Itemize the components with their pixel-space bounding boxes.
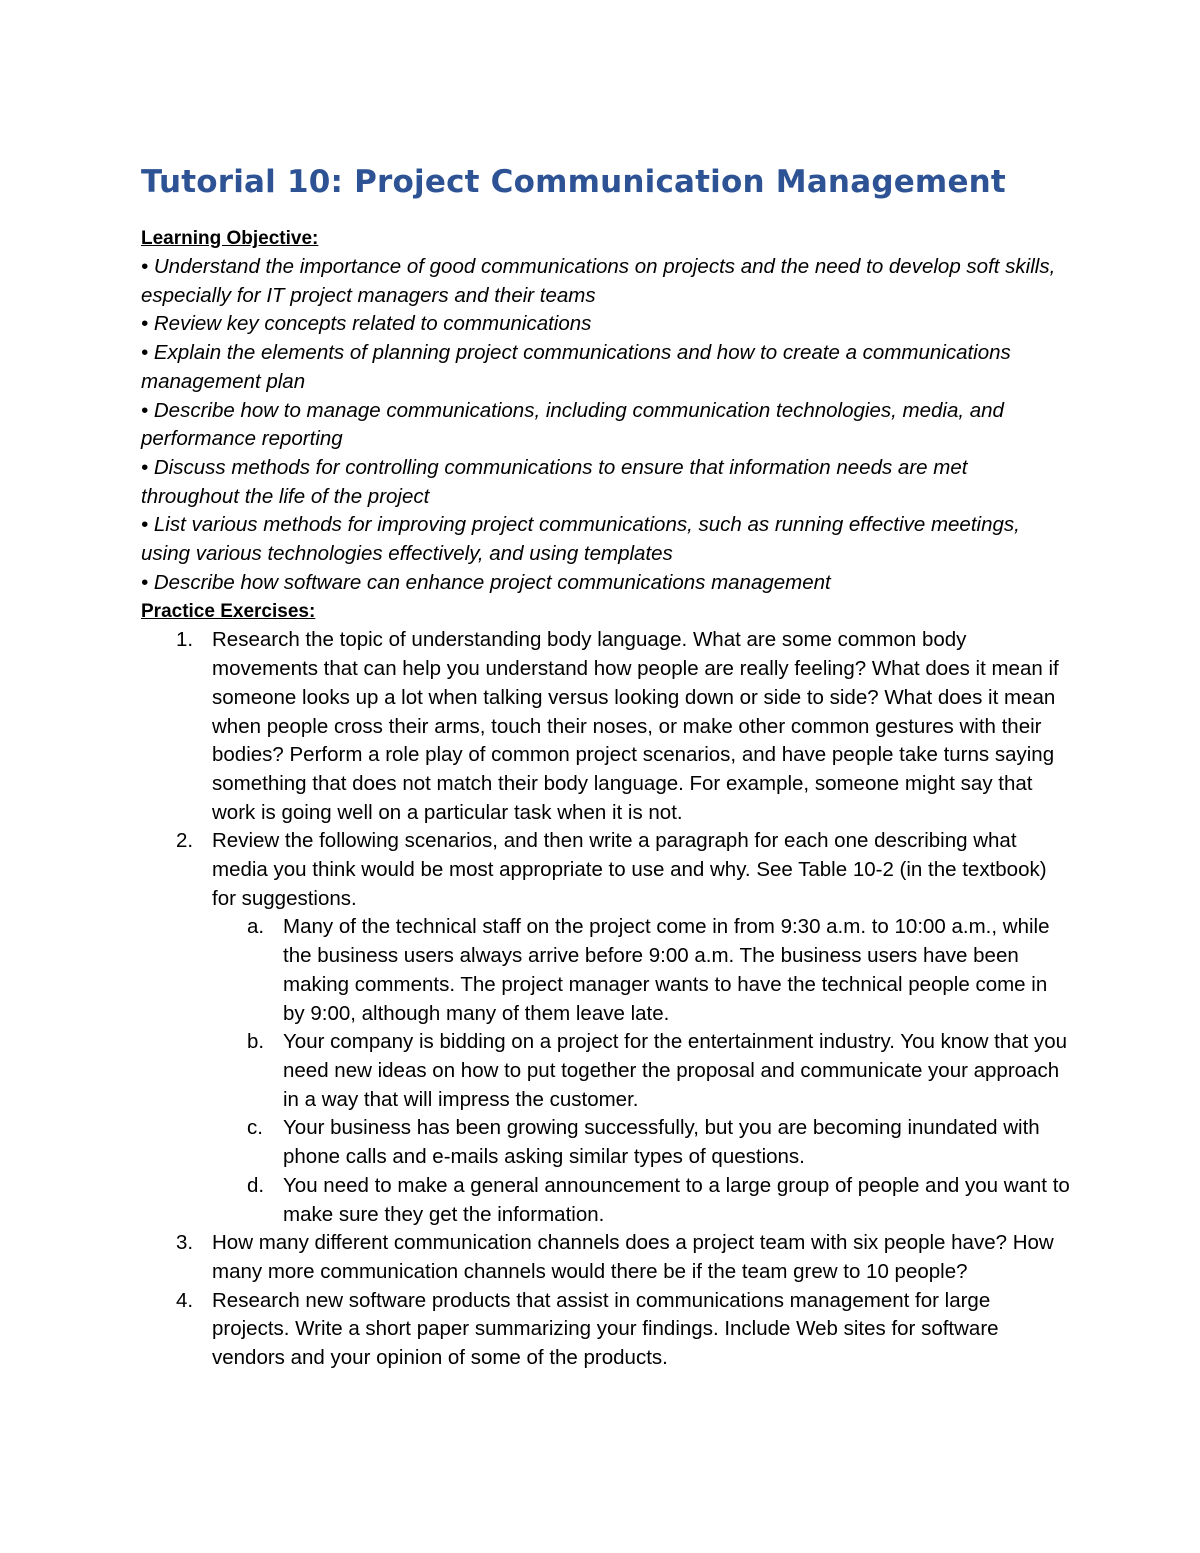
exercise-item [141,827,1071,1229]
exercise-item [141,1229,1071,1286]
exercise-text: Review the following scenarios, and then write a paragraph for each one describing what media you think would be most appropriate to use and why. See Table 10-2 (in the textbook) for suggestions. [212,829,1047,910]
scenario-text: Your company is bidding on a project for the entertainment industry. You know that you need new ideas on how to put together the proposal and communicate your approach in a way that will impress the customer. [283,1030,1068,1111]
objective-item: • Explain the elements of planning project communications and how to create a communications management plan [141,341,1011,393]
scenario-item [212,1114,1071,1171]
practice-exercises-heading: Practice Exercises: [141,601,316,623]
scenario-letter: a. [247,915,265,939]
objective-item: • Describe how software can enhance project communications management [141,570,831,594]
exercise-text: How many different communication channels does a project team with six people have? How many more communication channels would there be if the team grew to 10 people? [212,1231,1054,1283]
scenario-letter: b. [247,1030,265,1054]
scenario-item [212,1172,1071,1229]
exercise-text: Research new software products that assist in communications management for large projects. Write a short paper summarizing your findings. Include Web sites for software vendors and your opinion of some of the products. [212,1288,999,1370]
exercise-text: Research the topic of understanding body language. What are some common body movements that can help you understand how people are really feeling? What does it mean if someone looks up a lot when talking versus looking down or side to side? What does it mean when people cross their arms, touch their noses, or make other common gestures with their bodies? Perform a role play of common project scenarios, and have people take turns saying something that does not match their body language. For example, someone might say that work is going well on a particular task when it is not. [212,628,1059,824]
scenario-text: Your business has been growing successfully, but you are becoming inundated with phone calls and e-mails asking similar types of questions. [283,1116,1040,1169]
exercise-number: 3. [176,1231,194,1255]
exercise-item [141,626,1071,827]
exercises-list [141,626,1071,1372]
scenario-letter: d. [247,1173,265,1197]
learning-objective-heading: Learning Objective: [141,228,319,249]
scenario-list [212,913,1071,1229]
exercise-number: 4. [176,1288,194,1312]
scenario-text: You need to make a general announcement to a large group of people and you want to make sure they get the information. [283,1173,1070,1226]
page-title: Tutorial 10: Project Communication Management [141,164,1006,200]
scenario-item [212,913,1071,1028]
objective-item: • Discuss methods for controlling communications to ensure that information needs are met throughout the life of the project [141,455,968,508]
objective-item: • Understand the importance of good communications on projects and the need to develop soft skills, especially for IT project managers and their teams [141,255,1056,307]
scenario-letter: c. [247,1116,263,1140]
exercise-number: 1. [176,628,194,652]
exercise-number: 2. [176,829,194,853]
objectives-list [141,253,1071,597]
document-page [141,160,1071,1373]
practice-exercises-section [141,597,1071,1372]
exercise-item [141,1287,1071,1373]
objective-item: • List various methods for improving project communications, such as running effective meetings, using various technologies effectively, and using templates [141,513,1020,566]
objective-item: • Review key concepts related to communications [141,312,592,336]
learning-objective-section [141,224,1071,597]
scenario-item [212,1028,1071,1114]
objective-item: • Describe how to manage communications, including communication technologies, media, and performance reporting [141,398,1004,451]
scenario-text: Many of the technical staff on the project come in from 9:30 a.m. to 10:00 a.m., while the business users always arrive before 9:00 a.m. The business users have been making comments. The project manager wants to have the technical people come in by 9:00, although many of them leave late. [283,915,1050,1025]
